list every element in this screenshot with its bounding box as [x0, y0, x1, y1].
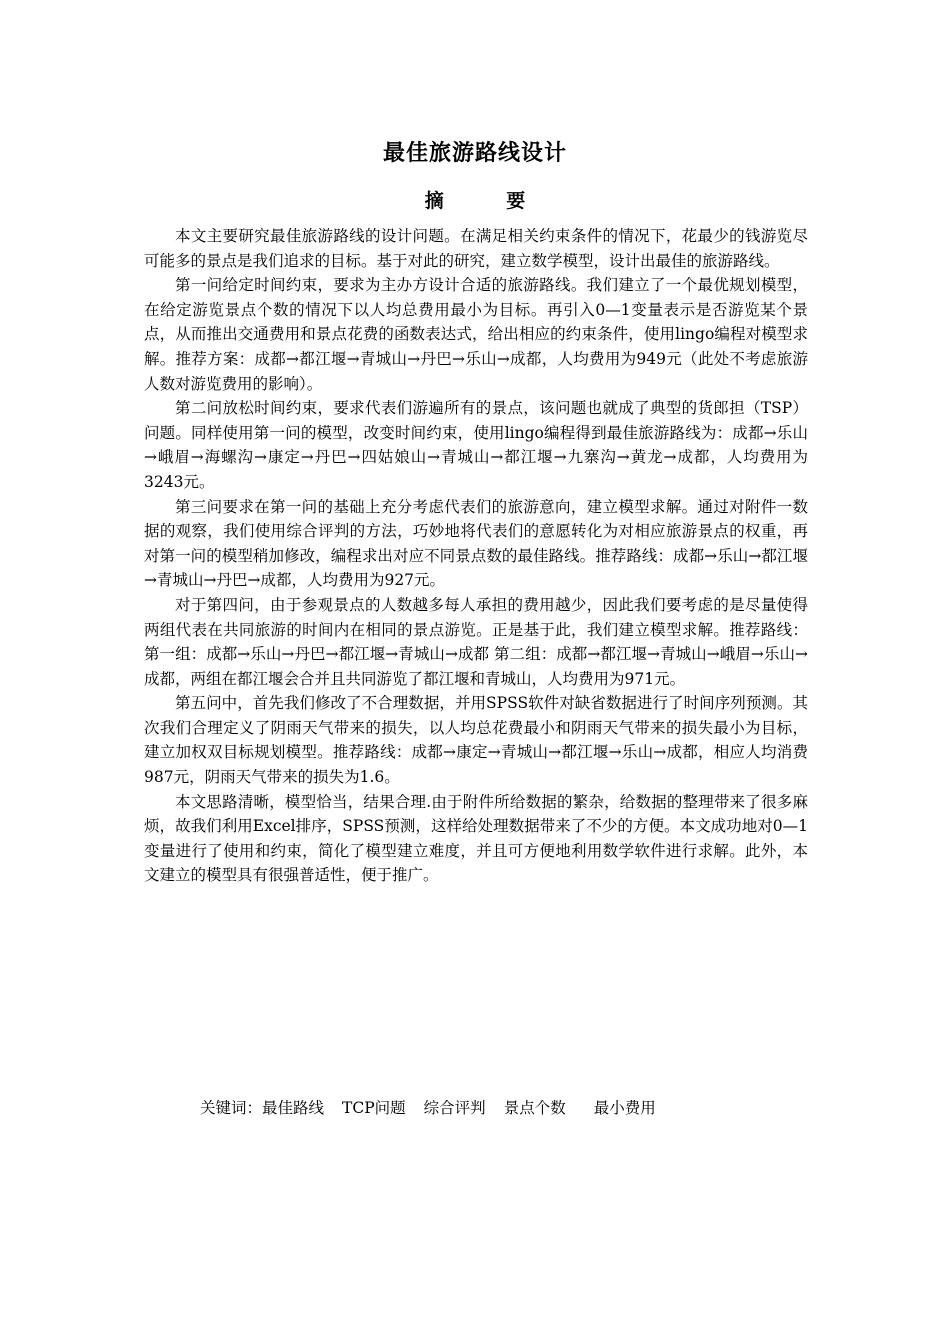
keyword-item: 最佳路线: [262, 1099, 325, 1117]
keyword-item: 景点个数: [503, 1099, 566, 1117]
abstract-paragraph-2: 第一问给定时间约束，要求为主办方设计合适的旅游路线。我们建立了一个最优规划模型，在给定游览景点个数的情况下以人均总费用最小为目标。再引入0—1变量表示是否游览某个景点，从而推出交通费用和景点花费的函数表达式，给出相应的约束条件，使用lingo编程对模型求解。推荐方案：成都→都江堰→青城山→丹巴→乐山→成都，人均费用为949元（此处不考虑旅游人数对游览费用的影响）。: [144, 276, 808, 393]
abstract-paragraph-3: 第二问放松时间约束，要求代表们游遍所有的景点，该问题也就成了典型的货郎担（TSP）问题。同样使用第一问的模型，改变时间约束，使用lingo编程得到最佳旅游路线为：成都→乐山→峨眉→海螺沟→康定→丹巴→四姑娘山→青城山→都江堰→九寨沟→黄龙→成都，人均费用为3243元。: [144, 399, 808, 491]
keyword-item: 最小费用: [593, 1099, 656, 1117]
keyword-item: TCP问题: [342, 1099, 406, 1117]
keywords-line: [200, 1096, 840, 1118]
abstract-paragraph-1: 本文主要研究最佳旅游路线的设计问题。在满足相关约束条件的情况下，花最少的钱游览尽可能多的景点是我们追求的目标。基于对此的研究，建立数学模型，设计出最佳的旅游路线。: [144, 227, 808, 270]
paper-title: 最佳旅游路线设计: [382, 141, 567, 166]
abstract-paragraph-5: 对于第四问，由于参观景点的人数越多每人承担的费用越少，因此我们要考虑的是尽量使得两组代表在共同旅游的时间内在相同的景点游览。正是基于此，我们建立模型求解。推荐路线：第一组：成都→乐山→丹巴→都江堰→青城山→成都 第二组：成都→都江堰→青城山→峨眉→乐山→成都，两组在都江堰会合并且共同游览了都江堰和青城山，人均费用为971元。: [144, 595, 808, 688]
abstract-paragraph-7: 本文思路清晰，模型恰当，结果合理.由于附件所给数据的繁杂，给数据的整理带来了很多麻烦，故我们利用Excel排序，SPSS预测，这样给处理数据带来了不少的方便。本文成功地对0—1变量进行了使用和约束，简化了模型建立难度，并且可方便地利用数学软件进行求解。此外，本文建立的模型具有很强普适性，便于推广。: [144, 792, 808, 885]
keywords-label: 关键词：: [200, 1099, 263, 1117]
keyword-item: 综合评判: [423, 1099, 486, 1117]
abstract-heading: 摘 要: [424, 190, 554, 212]
abstract-paragraph-6: 第五问中，首先我们修改了不合理数据，并用SPSS软件对缺省数据进行了时间序列预测。其次我们合理定义了阴雨天气带来的损失，以人均总花费最小和阴雨天气带来的损失最小为目标，建立加权双目标规划模型。推荐路线：成都→康定→青城山→都江堰→乐山→成都，相应人均消费987元，阴雨天气带来的损失为1.6。: [144, 694, 808, 787]
abstract-paragraph-4: 第三问要求在第一问的基础上充分考虑代表们的旅游意向，建立模型求解。通过对附件一数据的观察，我们使用综合评判的方法，巧妙地将代表们的意愿转化为对相应旅游景点的权重，再对第一问的模型稍加修改，编程求出对应不同景点数的最佳路线。推荐路线：成都→乐山→都江堰→青城山→丹巴→成都，人均费用为927元。: [144, 497, 808, 590]
abstract-body: [144, 224, 808, 888]
